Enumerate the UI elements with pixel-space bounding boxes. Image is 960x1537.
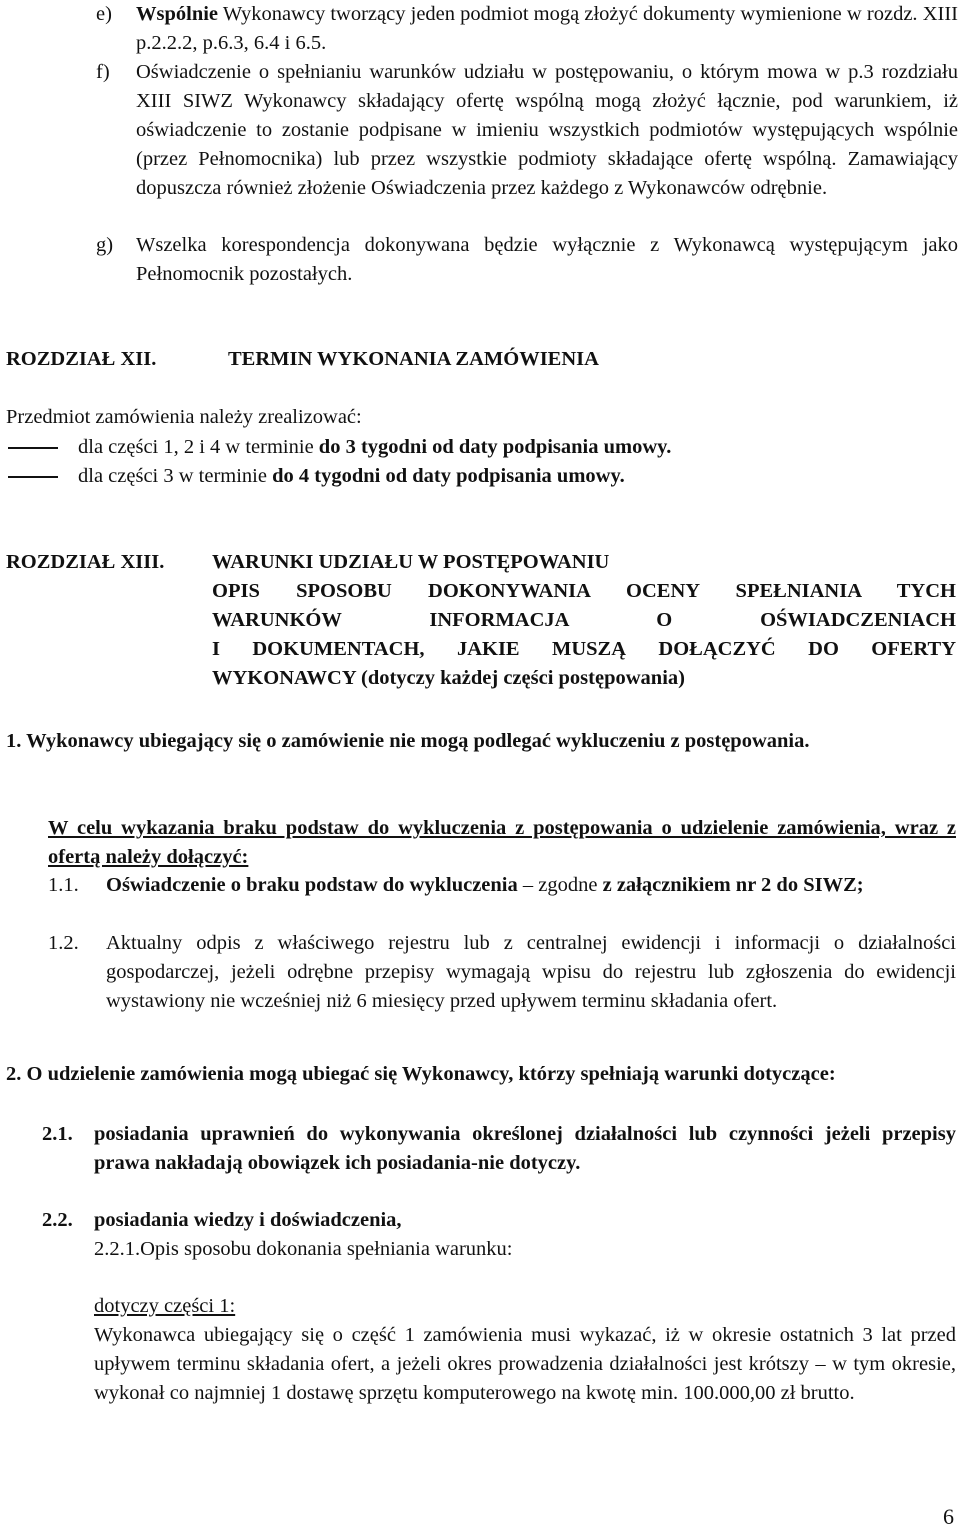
paragraph-2-2-1: 2.2.1.Opis sposobu dokonania spełniania warunku: <box>94 1238 513 1260</box>
chapter-xiii-label: ROZDZIAŁ XIII. <box>6 551 165 573</box>
dash-bullet <box>8 447 58 449</box>
document-page: e) Wspólnie Wykonawcy tworzący jeden podmiot mogą złożyć dokumenty wymienione w rozdz. XIII p.2.2.2, p.6.3, 6.4 i 6.5. f) Oświadczenie o spełnianiu warunków udziału w postępowaniu, o którym mowa w p.3 rozdziału XIII SIWZ Wykonawcy składający ofertę wspólną mogą złożyć łącznie, pod warunkiem, iż oświadczenie to zostanie podpisane w imieniu wszystkich podmiotów występujących wspólnie (przez Pełnomocnika) lub przez wszystkie podmioty składające ofertę wspólną. Zamawiający dopuszcza również złożenie Oświadczenia przez każdego z Wykonawców odrębnie. g) Wszelka korespondencja dokonywana będzie wyłącznie z Wykonawcą występującym jako Pełnomocnik pozostałych. ROZDZIAŁ XII. TERMIN WYKONANIA ZAMÓWIENIA Przedmiot zamówienia należy zrealizować: dla części 1, 2 i 4 w terminie do 3 tygodni od daty podpisania umowy. dla części 3 w terminie do 4 tygodni od daty podpisania umowy. ROZDZIAŁ XIII. WARUNKI UDZIAŁU W POSTĘPOWANIU OPIS SPOSOBU DOKONYWANIA OCENY SPEŁNIANIA TYCH WARUNKÓW INFORMACJA O OŚWIADCZENIACH I DOKUMENTACH, JAKIE MUSZĄ DOŁĄCZYĆ DO OFERTY WYKONAWCY (dotyczy każdej części postępowania) 1. Wykonawcy ubiegający się o zamówienie nie mogą podlegać wykluczeniu z postępowania. W celu wykazania braku podstaw do wykluczenia z postępowania o udzielenie zamówienia, wraz z ofertą należy dołączyć: 1.1. Oświadczenie o braku podstaw do wykluczenia – zgodne z załącznikiem nr 2 do SIWZ; 1.2. Aktualny odpis z właściwego rejestru lub z centralnej ewidencji i informacji o działalności gospodarczej, jeżeli odrębne przepisy wymagają wpisu do rejestru lub zgłoszenia do ewidencji wystawiony nie wcześniej niż 6 miesięcy przed upływem terminu składania ofert. 2. O udzielenie zamówienia mogą ubiegać się Wykonawcy, którzy spełniają warunki dotyczące: 2.1. posiadania uprawnień do wykonywania określonej działalności lub czynności jeżeli przepisy prawa nakładają obowiązek ich posiadania-nie dotyczy. 2.2. posiadania wiedzy i doświadczenia, 2.2.1.Opis sposobu dokonania spełniania warunku: dotyczy części 1: Wykonawca ubiegający się o część 1 zamówienia musi wykazać, iż w okresie ostatnich 3 lat przed upływem terminu składania ofert, a jeżeli okres prowadzenia działalności jest krótszy – w tym okresie, wykonał co najmniej 1 dostawę sprzętu komputerowego na kwotę min. 100.000,00 zł brutto. 6 <box>0 0 960 1537</box>
item-label: f) <box>96 61 110 83</box>
item-number: 1.2. <box>48 932 79 954</box>
item-text: Wszelka korespondencja dokonywana będzie wyłącznie z Wykonawcą występującym jako Pełnomocnik pozostałych. <box>136 234 958 285</box>
item-label: e) <box>96 3 112 25</box>
item-text: Wspólnie Wykonawcy tworzący jeden podmiot mogą złożyć dokumenty wymienione w rozdz. XIII p.2.2.2, p.6.3, 6.4 i 6.5. <box>136 3 958 54</box>
term-item: dla części 1, 2 i 4 w terminie do 3 tygodni od daty podpisania umowy. <box>0 433 960 462</box>
item-number: 2.1. <box>42 1123 73 1145</box>
item-number: 1.1. <box>48 874 79 896</box>
chapter-xii-label: ROZDZIAŁ XII. <box>6 348 157 370</box>
chapter-xii-intro: Przedmiot zamówienia należy zrealizować: <box>6 406 362 428</box>
chapter-xiii-title: WARUNKI UDZIAŁU W POSTĘPOWANIU OPIS SPOSOBU DOKONYWANIA OCENY SPEŁNIANIA TYCH WARUNKÓW INFORMACJA O OŚWIADCZENIACH I DOKUMENTACH, JAKIE MUSZĄ DOŁĄCZYĆ DO OFERTY WYKONAWCY (dotyczy każdej części postępowania) <box>212 551 956 689</box>
item-text: Oświadczenie o spełnianiu warunków udziału w postępowaniu, o którym mowa w p.3 rozdziału XIII SIWZ Wykonawcy składający ofertę wspólną mogą złożyć łącznie, pod warunkiem, iż oświadczenie to zostanie podpisane w imieniu wszystkich podmiotów występujących wspólnie (przez Pełnomocnika) lub przez wszystkie podmioty składające ofertę wspólną. Zamawiający dopuszcza również złożenie Oświadczenia przez każdego z Wykonawców odrębnie. <box>136 61 958 199</box>
item-label: g) <box>96 234 114 256</box>
term-item: dla części 3 w terminie do 4 tygodni od daty podpisania umowy. <box>0 462 960 491</box>
part-1-label: dotyczy części 1: <box>94 1295 236 1317</box>
page-number: 6 <box>943 1504 954 1529</box>
chapter-xii-title: TERMIN WYKONANIA ZAMÓWIENIA <box>228 348 599 370</box>
dash-bullet <box>8 476 58 478</box>
item-number: 2.2. <box>42 1209 73 1231</box>
paragraph-2: 2. O udzielenie zamówienia mogą ubiegać się Wykonawcy, którzy spełniają warunki dotyczące: <box>6 1063 836 1085</box>
part-1-text: Wykonawca ubiegający się o część 1 zamówienia musi wykazać, iż w okresie ostatnich 3 lat przed upływem terminu składania ofert, a jeżeli okres prowadzenia działalności jest krótszy – w tym okresie, wykonał co najmniej 1 dostawę sprzętu komputerowego na kwotę min. 100.000,00 zł brutto. <box>94 1324 956 1404</box>
underlined-heading: W celu wykazania braku podstaw do wykluczenia z postępowania o udzielenie zamówienia, wraz z ofertą należy dołączyć: <box>48 817 956 868</box>
paragraph-1: 1. Wykonawcy ubiegający się o zamówienie nie mogą podlegać wykluczeniu z postępowania. <box>6 730 810 752</box>
bold-lead: Wspólnie <box>136 3 219 25</box>
